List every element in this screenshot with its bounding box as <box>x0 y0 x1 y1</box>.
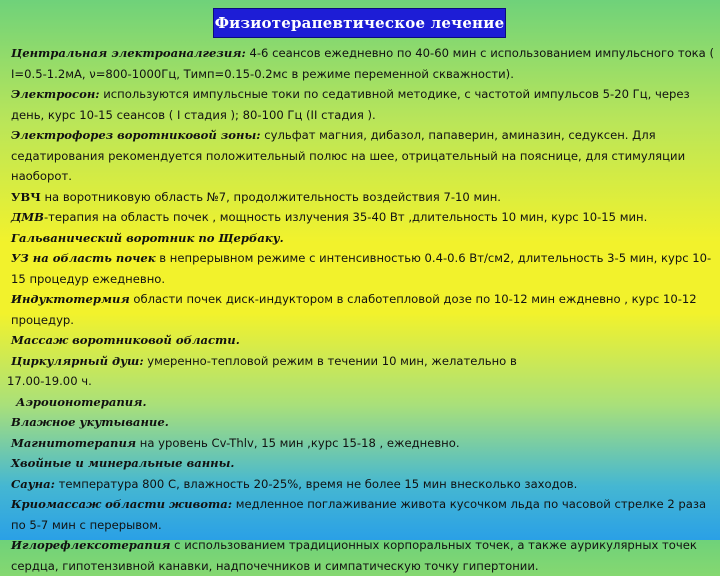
item-text: медленное поглаживание живота кусочком льда по часовой стрелке 2 раза по 5-7 мин с перерывом. <box>11 497 707 532</box>
treatment-list <box>7 43 715 576</box>
item-term: Аэроионотерапия. <box>16 394 147 409</box>
item-text: сульфат магния, дибазол, папаверин, аминазин, седуксен. Для седатирования рекомендуется положительный полюс на шее, отрицательный на пояснице, для стимуляции наоборот. <box>11 128 686 183</box>
item-text: используются импульсные токи по седативной методике, с частотой импульсов 5-20 Гц, через день, курс 10-15 сеансов ( I стадия ); 80-100 Гц (II стадия ). <box>11 87 690 122</box>
item-text: на воротниковую область №7, продолжительность воздействия 7-10 мин. <box>40 189 501 204</box>
item-term: Гальванический воротник по Щербаку. <box>11 230 284 245</box>
list-item <box>7 351 715 372</box>
item-term: Сауна: <box>11 476 55 491</box>
item-term: УЗ на область почек <box>11 251 156 265</box>
item-term: Магнитотерапия <box>11 435 137 450</box>
item-term: УВЧ <box>11 189 41 204</box>
list-item <box>7 125 715 187</box>
list-item <box>7 248 715 289</box>
list-item <box>7 207 715 228</box>
item-term: Хвойные и минеральные ванны. <box>11 456 235 470</box>
item-term: ДМВ <box>11 210 44 224</box>
list-item <box>7 228 715 249</box>
list-item <box>7 43 715 84</box>
item-term: Центральная электроаналгезия: <box>11 46 246 60</box>
list-item <box>7 453 715 474</box>
item-text: в непрерывном режиме с интенсивностью 0.4-0.6 Вт/см2, длительность 3-5 мин, курс 10-15 процедур ежедневно. <box>11 251 712 286</box>
title-bar <box>213 8 506 38</box>
item-term: Циркулярный душ: <box>11 353 144 368</box>
list-item <box>7 392 715 413</box>
item-term: Иглорефлексотерапия <box>11 538 171 552</box>
list-item <box>7 433 715 454</box>
item-text: температура 800 С, влажность 20-25%, время не более 15 мин внесколько заходов. <box>54 476 578 491</box>
item-term: Электросон: <box>11 87 100 101</box>
item-text: на уровень Cv-Thlv, 15 мин ,курс 15-18 , ежедневно. <box>136 435 460 450</box>
item-text: 4-6 сеансов ежедневно по 40-60 мин с использованием импульсного тока ( I=0.5-1.2мА, ν=800-1000Гц, Тимп=0.15-0.2мс в режиме переменной скважности). <box>11 46 714 81</box>
item-text: 17.00-19.00 ч. <box>7 374 92 388</box>
list-item <box>7 412 715 433</box>
list-item <box>7 187 715 208</box>
list-item <box>7 84 715 125</box>
list-item <box>7 371 715 392</box>
item-term: Электрофорез воротниковой зоны: <box>11 128 261 142</box>
item-term: Влажное укутывание. <box>11 415 169 429</box>
list-item <box>7 289 715 330</box>
list-item <box>7 330 715 351</box>
item-text: -терапия на область почек , мощность излучения 35-40 Вт ,длительность 10 мин, курс 10-15 мин. <box>43 210 648 224</box>
item-text: с использованием традиционных корпоральных точек, а также аурикулярных точек сердца, гипотензивной канавки, надпочечников и симпатическую точку гипертонии. <box>11 538 697 573</box>
item-term: Криомассаж области живота: <box>11 497 233 511</box>
item-term: Массаж воротниковой области. <box>11 333 240 347</box>
item-text: умеренно-тепловой режим в течении 10 мин, желательно в <box>143 353 517 368</box>
list-item <box>7 474 715 495</box>
list-item <box>7 494 715 535</box>
page-title: Физиотерапевтическое лечение <box>214 14 505 32</box>
list-item <box>7 535 715 576</box>
item-term: Индуктотермия <box>11 292 130 306</box>
item-text: области почек диск-индуктором в слаботепловой дозе по 10-12 мин еждневно , курс 10-12 процедур. <box>11 292 697 327</box>
